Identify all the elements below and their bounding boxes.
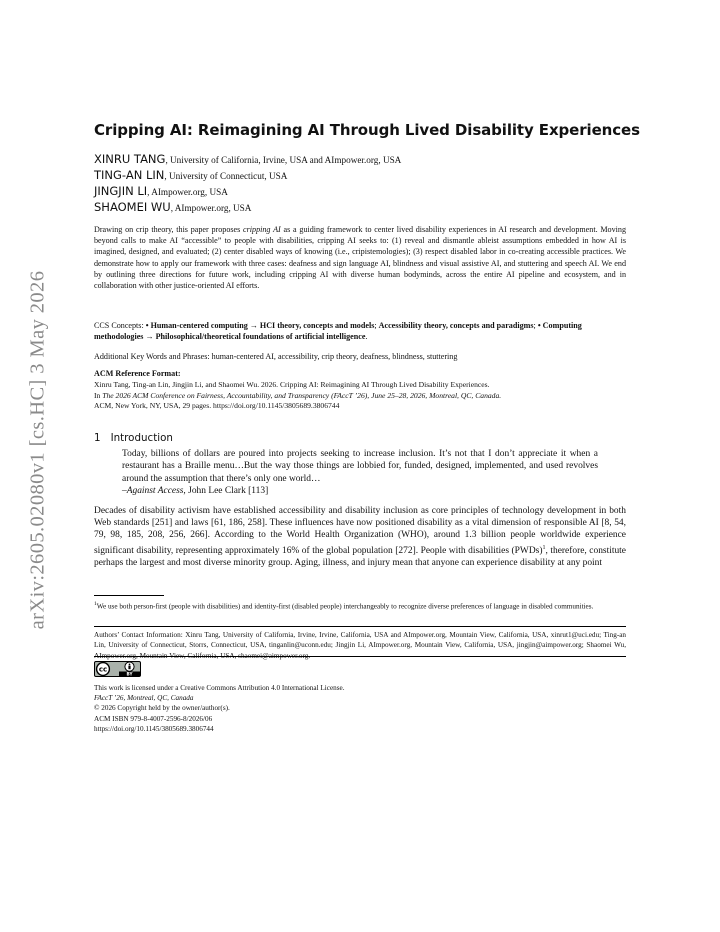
quote-source: Against Access — [126, 486, 184, 497]
cc-by-license-badge[interactable] — [94, 661, 141, 677]
license-block — [94, 683, 626, 734]
author-entry — [94, 168, 401, 184]
by-label: BY — [126, 671, 133, 677]
quote-author: , John Lee Clark [113] — [183, 486, 269, 497]
author-name: SHAOMEI WU — [94, 200, 171, 214]
footnote-text: We use both person-first (people with disabilities) and identity-first (disabled people) interchangeably to recognize diverse preferences of language in disabled communities. — [96, 602, 594, 611]
copyright-line: © 2026 Copyright held by the owner/author(s). — [94, 704, 230, 713]
quote-attribution — [122, 485, 598, 497]
footnote — [94, 599, 626, 611]
ccs-separator: ; — [533, 321, 538, 330]
abstract — [94, 224, 626, 291]
isbn-line: ACM ISBN 979-8-4007-2596-8/2026/06 — [94, 714, 213, 723]
ccs-concept: • Human-centered computing → HCI theory, concepts and models — [145, 321, 375, 330]
author-affiliation: , AImpower.org, USA — [170, 203, 252, 213]
ccs-concept: Accessibility theory, concepts and paradigms — [378, 321, 534, 330]
footnote-ref[interactable]: 1 — [542, 544, 546, 551]
license-line: This work is licensed under a Creative Commons Attribution 4.0 International License. — [94, 684, 345, 692]
reference-format-heading: ACM Reference Format: — [94, 369, 181, 378]
venue-line — [94, 693, 626, 703]
section-title: Introduction — [110, 432, 173, 444]
body-text: Decades of disability activism have established accessibility and disability inclusion as core principles of technology development in both Web standards [251] and laws [61, 186, 258]. These influences have now positioned disability as a vital dimension of responsible AI [8, 54, 79, 98, 185, 208, 256, 266]. According to the World Health Organization (WHO), around 1.3 billion people worldwide experience significant disability, representing approximately 16% of the global population [272]. People with disabilities (PWDs) — [94, 506, 626, 556]
author-affiliation: , University of California, Irvine, USA and AImpower.org, USA — [165, 155, 402, 165]
divider — [94, 626, 626, 627]
keywords: Additional Key Words and Phrases: human-centered AI, accessibility, crip theory, deafness, blindness, stuttering — [94, 352, 458, 361]
cc-glyph: cc — [98, 665, 108, 674]
ccs-concepts — [94, 320, 626, 342]
section-heading — [94, 432, 173, 444]
author-name: TING-AN LIN — [94, 168, 165, 182]
paper-title: Cripping AI: Reimagining AI Through Lived Disability Experiences — [94, 121, 640, 139]
footnote-rule — [94, 595, 164, 596]
author-affiliation: , University of Connecticut, USA — [164, 171, 288, 181]
venue-text: FAccT ’26, Montreal, QC, Canada — [94, 694, 194, 703]
arxiv-id: arXiv:2605.02080v1 [cs.HC] 3 May 2026 — [26, 270, 49, 630]
abstract-text-rest: as a guiding framework to center lived disability experiences in AI research and development. Moving beyond calls to make AI “accessible” to people with disabilities, cripping AI seeks to: (1) reveal and dismantle ableist assumptions embedded in how AI is imagined, designed, and evaluated; (2) center disabled ways of knowing (i.e., cripistemologies); (3) respect disabled labor in co-creating accessible practices. We demonstrate how to apply our framework with three cases: deafness and sign language AI, blindness and visual assistive AI, and stuttering and speech AI. We end by outlining three directions for future work, including cripping AI with diverse human bodyminds, across the entire AI pipeline and ecosystem, and in collaboration with other justice-oriented AI efforts. — [94, 225, 626, 291]
footnote-mark: 1 — [94, 601, 97, 607]
section-number: 1 — [94, 432, 101, 444]
author-list — [94, 152, 401, 216]
author-name: JINGJIN LI — [94, 184, 148, 198]
reference-in: In — [94, 390, 103, 400]
body-text-rest: , therefore, constitute perhaps the largest and most diverse minority group. Aging, illness, and injury mean that anyone can experience disability at any point — [94, 545, 626, 568]
author-name: XINRU TANG — [94, 152, 166, 166]
doi-link[interactable]: https://doi.org/10.1145/3805689.3806744 — [94, 724, 214, 733]
reference-line: Xinru Tang, Ting-an Lin, Jingjin Li, and Shaomei Wu. 2026. Cripping AI: Reimagining AI Through Lived Disability Experiences. — [94, 380, 490, 389]
reference-line — [94, 391, 626, 402]
author-entry — [94, 184, 401, 200]
author-entry — [94, 152, 401, 168]
quote-dash: – — [122, 486, 127, 497]
reference-venue: The 2026 ACM Conference on Fairness, Accountability, and Transparency (FAccT ’26), June 25–28, 2026, Montreal, QC, Canada. — [102, 390, 502, 400]
ccs-label: CCS Concepts: — [94, 321, 146, 330]
reference-line: ACM, New York, NY, USA, 29 pages. https://doi.org/10.1145/3805689.3806744 — [94, 401, 340, 411]
ccs-separator: ; — [374, 321, 379, 330]
author-entry — [94, 200, 401, 216]
ccs-end: . — [365, 332, 368, 342]
abstract-text: Drawing on crip theory, this paper proposes — [94, 225, 244, 234]
author-affiliation: , AImpower.org, USA — [147, 187, 228, 197]
body-paragraph — [94, 505, 626, 569]
epigraph-quote — [122, 448, 598, 498]
abstract-emphasis: cripping AI — [243, 225, 281, 234]
divider — [94, 656, 626, 657]
quote-text: Today, billions of dollars are poured into projects seeking to increase inclusion. It’s not that I don’t appreciate it when a restaurant has a Braille menu…But the way those things are lobbied for, funded, designed, implemented, and used revolves around the assumption that there’s only one world… — [122, 449, 598, 484]
cc-by-icon — [94, 661, 141, 677]
ccs-concept: • Computing methodologies → Philosophical/theoretical foundations of artificial intelligence — [94, 321, 582, 342]
author-contact-info: Authors’ Contact Information: Xinru Tang, University of California, Irvine, Irvine, California, USA and AImpower.org, Mountain View, California, USA, xinrut1@uci.edu; Ting-an Lin, University of Connecticut, Storrs, Connecticut, USA, tinganlin@uconn.edu; Jingjin Li, AImpower.org, Mountain View, California, USA, jingjin@aimpower.org; Shaomei Wu, AImpower.org, Mountain View, California, USA, shaomei@aimpower.org. — [94, 631, 626, 660]
reference-format — [94, 380, 626, 412]
